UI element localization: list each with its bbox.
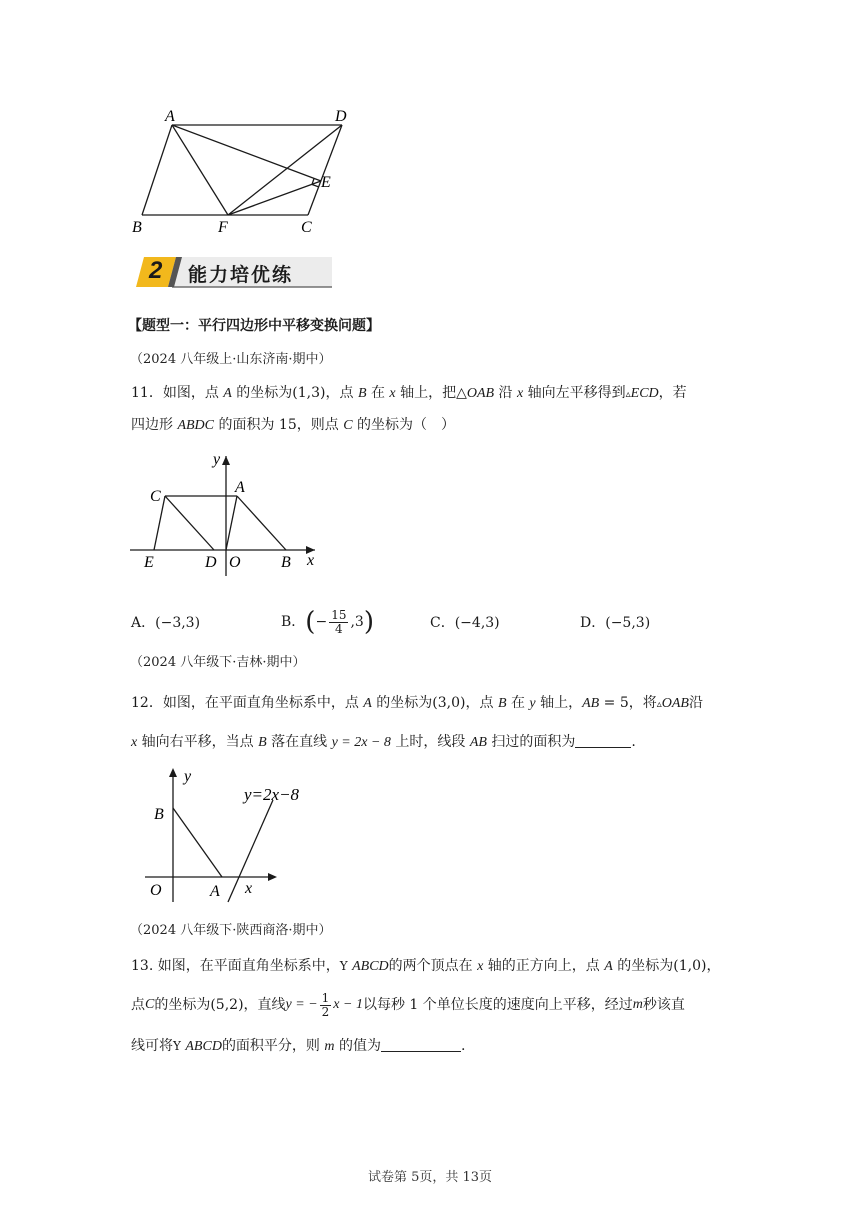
q11-option-d[interactable]: D．(−5,3) [580,615,651,631]
q12-figure [140,762,330,907]
q11-label-B: B [281,554,291,571]
q13-line1: 13. 如图，在平面直角坐标系中，Y ABCD的两个顶点在 x 轴的正方向上，点 A 的坐标为(1,0)， [131,958,721,974]
q11-label-C: C [150,488,161,505]
q13-source: （2024 八年级下·陕西商洛·期中） [130,923,332,938]
q11-label-E: E [144,554,154,571]
q11-option-b[interactable]: B． ( − $\frac{15}{4}$ ,3 ) [281,607,374,637]
page-footer: 试卷第 5页，共 13页 [367,1170,493,1185]
q13-line2: 点 C 的坐标为 (5,2) ，直线 y = − $\frac{1}{2}$ x − 1 以每秒 1 个单位长度的速度向上平移，经过 m 秒该直 [131,990,685,1019]
q11-label-x: x [307,552,315,569]
label-C: C [301,219,312,236]
label-D: D [335,108,347,125]
q11-line2: 四边形 ABDC 的面积为 15，则点 C 的坐标为（ ） [131,417,455,433]
question-type-heading: 【题型一：平行四边形中平移变换问题】 [128,318,380,334]
q12-label-x: x [245,880,253,897]
q11-line1: 11．如图，点 A 的坐标为(1,3)，点 B 在 x 轴上，把△OAB 沿 x 轴向左平移得到▵ECD，若 [131,385,687,401]
q13-line3: 线可将Y ABCD的面积平分，则 m 的值为 . [131,1035,465,1058]
q11-option-b-fraction: $\frac{15}{4}$ [331,607,347,636]
q12-line1: 12．如图，在平面直角坐标系中，点 A 的坐标为(3,0)，点 B 在 y 轴上，AB = 5，将▵OAB沿 [131,695,703,711]
q12-label-line: y=2x−8 [244,785,300,804]
q12-label-y: y [184,768,192,785]
q12-line2: x 轴向右平移，当点 B 落在直线 y = 2x − 8 上时，线段 AB 扫过的面积为 . [131,731,636,754]
q11-label-D: D [205,554,217,571]
q13-answer-blank[interactable] [381,1035,461,1052]
parallelogram-figure [125,105,365,240]
section-number: 2 [149,257,163,284]
q12-label-A: A [210,883,220,900]
q11-option-a[interactable]: A．(−3,3) [131,615,201,631]
label-F: F [218,219,228,236]
q11-label-A: A [235,479,245,496]
q11-label-O: O [229,554,241,571]
label-B: B [132,219,142,236]
q11-option-c[interactable]: C．(−4,3) [430,615,500,631]
q13-fraction: $\frac{1}{2}$ [321,990,330,1019]
section-title: 能力培优练 [188,264,294,286]
q11-label-y: y [213,451,221,468]
q12-source: （2024 八年级下·吉林·期中） [130,655,306,670]
q11-source: （2024 八年级上·山东济南·期中） [130,352,332,367]
q11-figure [125,448,330,578]
q12-label-O: O [150,882,162,899]
label-A: A [165,108,175,125]
q12-label-B: B [154,806,164,823]
label-E: E [321,174,331,191]
section-header [132,253,332,291]
q12-answer-blank[interactable] [575,731,631,748]
